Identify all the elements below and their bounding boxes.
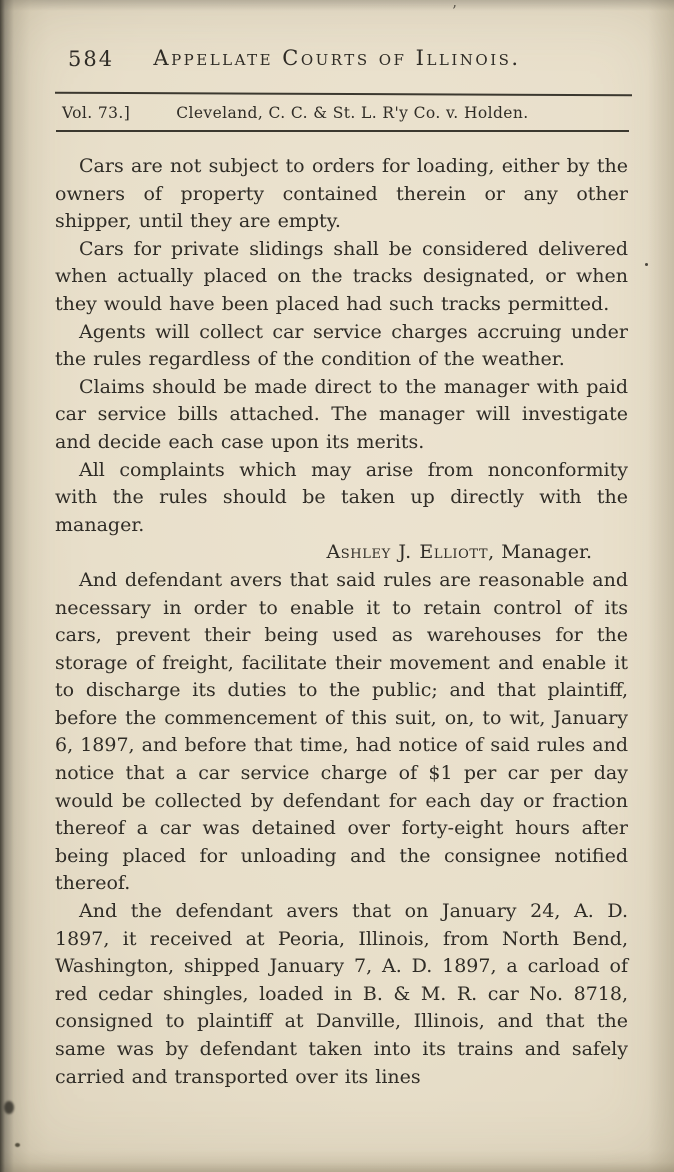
scan-artifact-mark: ’: [452, 2, 457, 20]
signature-line: [55, 539, 628, 567]
paragraph-cars-loading: Cars are not subject to orders for loading, either by the owners of property contained therein or any other shipper, until they are empty.: [55, 155, 628, 233]
case-citation-line: [62, 104, 674, 122]
scan-artifact-dot: [645, 263, 648, 266]
signature-suffix: , Manager.: [488, 541, 592, 564]
page-header: [0, 46, 674, 76]
paragraph-defendant-avers-shipment: And the defendant avers that on January 24, A. D. 1897, it received at Peoria, Illinois, from North Bend, Washington, shipped January 7, A. D. 1897, a carload of red cedar shingles, loaded in B. & M. R. car No. 8718, consigned to plaintiff at Danville, Illinois, and that the same was by defendant taken into its trains and safely carried and transported over its lines: [55, 900, 628, 1088]
page-body: [55, 153, 628, 1091]
running-header: Appellate Courts of Illinois.: [153, 46, 521, 70]
scan-artifact-dot: [15, 1143, 20, 1147]
scan-artifact-blob: [4, 1101, 14, 1114]
paragraph-agents-collect: Agents will collect car service charges accruing under the rules regardless of the condition of the weather.: [55, 320, 628, 371]
page-number: 584: [68, 47, 115, 71]
volume-label: Vol. 73.]: [62, 104, 131, 122]
paragraph-complaints: All complaints which may arise from nonconformity with the rules should be taken up directly with the manager.: [55, 458, 628, 536]
paragraph-defendant-avers-rules: And defendant avers that said rules are reasonable and necessary in order to enable it to retain control of its cars, prevent their being used as warehouses for the storage of freight, facilitate their movement and enable it to discharge its duties to the public; and that plaintiff, before the commencement of this suit, on, to wit, January 6, 1897, and before that time, had notice of said rules and notice that a car service charge of $1 per car per day would be collected by defendant for each day or fraction thereof a car was detained over forty-eight hours after being placed for unloading and the consignee notified thereof.: [55, 568, 628, 895]
paragraph-claims: Claims should be made direct to the manager with paid car service bills attached. The manager will investigate and decide each case upon its merits.: [55, 375, 628, 453]
header-rule-top: [55, 92, 632, 97]
paragraph-private-sidings: Cars for private slidings shall be considered delivered when actually placed on the tracks designated, or when they would have been placed had such tracks permitted.: [55, 237, 628, 315]
header-rule-bottom: [56, 130, 629, 132]
signature-name: Ashley J. Elliott: [326, 541, 489, 564]
case-title: Cleveland, C. C. & St. L. R'y Co. v. Holden.: [176, 104, 529, 122]
